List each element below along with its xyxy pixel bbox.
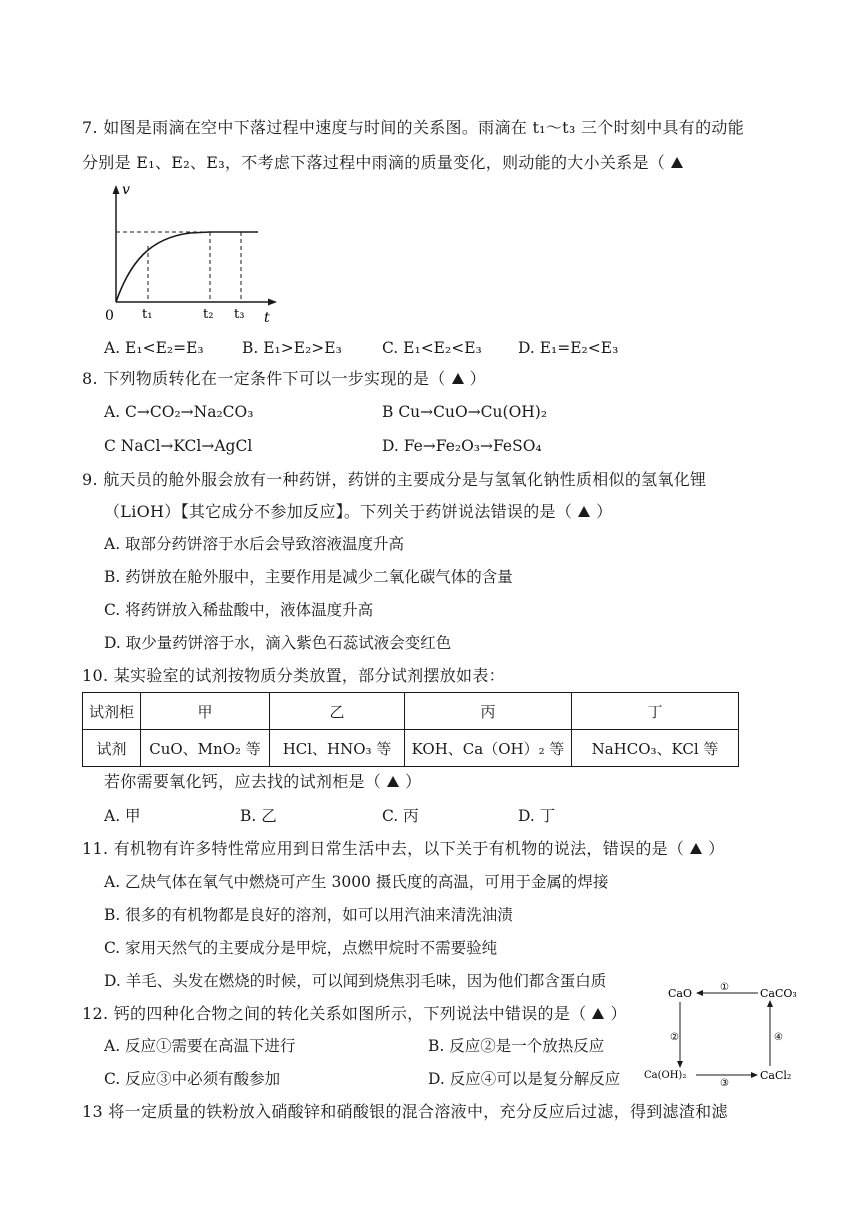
- q9-stem-line2: [104, 502, 612, 522]
- q11-option-b: B. 很多的有机物都是良好的溶剂，如可以用汽油来清洗油渍: [104, 906, 513, 924]
- reagent-cabinet-table: [82, 692, 739, 767]
- table-cell: KOH、Ca（OH）₂ 等: [405, 730, 572, 767]
- x-axis-arrow-icon: [268, 299, 277, 306]
- q11-stem-end: ）: [708, 839, 725, 858]
- q7-option-a: A. E₁<E₂=E₃: [104, 339, 204, 357]
- q9-stem-line1: 9. 航天员的舱外服会放有一种药饼，药饼的主要成分是与氢氧化钠性质相似的氢氧化锂: [82, 470, 707, 489]
- origin-label: 0: [105, 308, 114, 324]
- arrow-2-label: ②: [670, 1032, 679, 1043]
- q11-option-c: C. 家用天然气的主要成分是甲烷，点燃甲烷时不需要验纯: [104, 939, 498, 957]
- q8-option-b: B Cu→CuO→Cu(OH)₂: [382, 403, 548, 421]
- arrow-1-head-icon: [696, 990, 703, 996]
- q9-option-c: C. 将药饼放入稀盐酸中，液体温度升高: [104, 601, 374, 619]
- y-axis-label: v: [122, 182, 130, 198]
- q8-stem-end: ）: [469, 369, 486, 388]
- q7-option-b: B. E₁>E₂>E₃: [242, 339, 342, 357]
- q9-option-a: A. 取部分药饼溶于水后会导致溶液温度升高: [104, 535, 405, 553]
- arrow-4-label: ④: [774, 1032, 783, 1043]
- q11-stem-text: 11. 有机物有许多特性常应用到日常生活中去，以下关于有机物的说法，错误的是（: [82, 839, 685, 858]
- y-axis-arrow-icon: [113, 185, 120, 194]
- q7-stem-line1: 7. 如图是雨滴在空中下落过程中速度与时间的关系图。雨滴在 t₁～t₃ 三个时刻中具有的动能: [82, 118, 745, 137]
- tick-label-t3: t₃: [234, 307, 245, 322]
- arrow-2-head-icon: [677, 1061, 683, 1068]
- node-caco3: CaCO₃: [760, 987, 797, 1000]
- arrow-1-label: ①: [720, 982, 729, 993]
- tick-label-t1: t₁: [142, 307, 153, 322]
- q11-stem: [82, 839, 725, 859]
- velocity-time-graph: [100, 182, 285, 324]
- q12-option-c: C. 反应③中必须有酸参加: [104, 1070, 281, 1088]
- node-cacl2: CaCl₂: [760, 1069, 792, 1082]
- q9-option-b: B. 药饼放在舱外服中，主要作用是减少二氧化碳气体的含量: [104, 568, 513, 586]
- q12-option-a: A. 反应①需要在高温下进行: [104, 1037, 296, 1055]
- q12-option-d: D. 反应④可以是复分解反应: [428, 1070, 621, 1088]
- q7-stem-line2-text: 分别是 E₁、E₂、E₃，不考虑下落过程中雨滴的质量变化，则动能的大小关系是（: [82, 153, 666, 172]
- q10-option-a: A. 甲: [104, 807, 141, 825]
- answer-blank-triangle-icon: [592, 1008, 604, 1019]
- q9-stem-line2-text: （LiOH）【其它成分不参加反应】。下列关于药饼说法错误的是（: [104, 502, 573, 521]
- q8-stem-text: 8. 下列物质转化在一定条件下可以一步实现的是（: [82, 369, 446, 388]
- answer-blank-triangle-icon: [690, 843, 702, 854]
- q9-option-d: D. 取少量药饼溶于水，滴入紫色石蕊试液会变红色: [104, 634, 452, 652]
- node-caoh2: Ca(OH)₂: [644, 1070, 687, 1081]
- q8-option-a: A. C→CO₂→Na₂CO₃: [104, 403, 254, 421]
- q7-option-d: D. E₁=E₂<E₃: [518, 339, 619, 357]
- table-cell: NaHCO₃、KCl 等: [572, 730, 739, 767]
- q10-option-d: D. 丁: [518, 807, 556, 825]
- q10-option-b: B. 乙: [240, 807, 277, 825]
- answer-blank-triangle-icon: [452, 373, 464, 384]
- calcium-conversion-diagram: [640, 978, 800, 1088]
- answer-blank-triangle-icon: [578, 506, 590, 517]
- q8-option-d: D. Fe→Fe₂O₃→FeSO₄: [382, 437, 542, 455]
- table-cell: 试剂: [83, 730, 141, 767]
- table-cell: 试剂柜: [83, 693, 141, 730]
- arrow-3-head-icon: [751, 1072, 758, 1078]
- arrow-3-label: ③: [720, 1078, 729, 1088]
- table-header-row: [83, 693, 739, 730]
- table-row: [83, 730, 739, 767]
- q7-option-c: C. E₁<E₂<E₃: [382, 339, 482, 357]
- q12-option-b: B. 反应②是一个放热反应: [428, 1037, 605, 1055]
- q9-stem-line2-end: ）: [596, 502, 613, 521]
- table-cell: 丙: [405, 693, 572, 730]
- q10-stem: 10. 某实验室的试剂按物质分类放置，部分试剂摆放如表：: [82, 666, 505, 685]
- q11-option-a: A. 乙炔气体在氧气中燃烧可产生 3000 摄氏度的高温，可用于金属的焊接: [104, 873, 609, 891]
- tick-label-t2: t₂: [203, 307, 214, 322]
- q13-stem: 13 将一定质量的铁粉放入硝酸锌和硝酸银的混合溶液中，充分反应后过滤，得到滤渣和滤: [82, 1102, 728, 1121]
- q11-option-d: D. 羊毛、头发在燃烧的时候，可以闻到烧焦羽毛味，因为他们都含蛋白质: [104, 972, 607, 990]
- q10-question: [104, 772, 421, 792]
- q10-option-c: C. 丙: [382, 807, 419, 825]
- q12-stem-end: ）: [610, 1004, 627, 1023]
- arrow-4-head-icon: [767, 1000, 773, 1007]
- q7-stem-line2: [82, 153, 689, 173]
- table-cell: 乙: [270, 693, 405, 730]
- table-cell: CuO、MnO₂ 等: [141, 730, 270, 767]
- q8-stem: [82, 369, 486, 389]
- q12-stem-text: 12. 钙的四种化合物之间的转化关系如图所示，下列说法中错误的是（: [82, 1004, 587, 1023]
- x-axis-label: t: [264, 310, 270, 324]
- answer-blank-triangle-icon: [387, 776, 399, 787]
- q10-question-end: ）: [405, 772, 422, 791]
- table-cell: HCl、HNO₃ 等: [270, 730, 405, 767]
- node-cao: CaO: [668, 987, 692, 1000]
- q10-question-text: 若你需要氧化钙，应去找的试剂柜是（: [104, 772, 382, 791]
- q12-stem: [82, 1004, 627, 1024]
- table-cell: 丁: [572, 693, 739, 730]
- velocity-curve: [116, 232, 258, 302]
- table-cell: 甲: [141, 693, 270, 730]
- answer-blank-triangle-icon: [671, 157, 683, 168]
- q8-option-c: C NaCl→KCl→AgCl: [104, 437, 253, 455]
